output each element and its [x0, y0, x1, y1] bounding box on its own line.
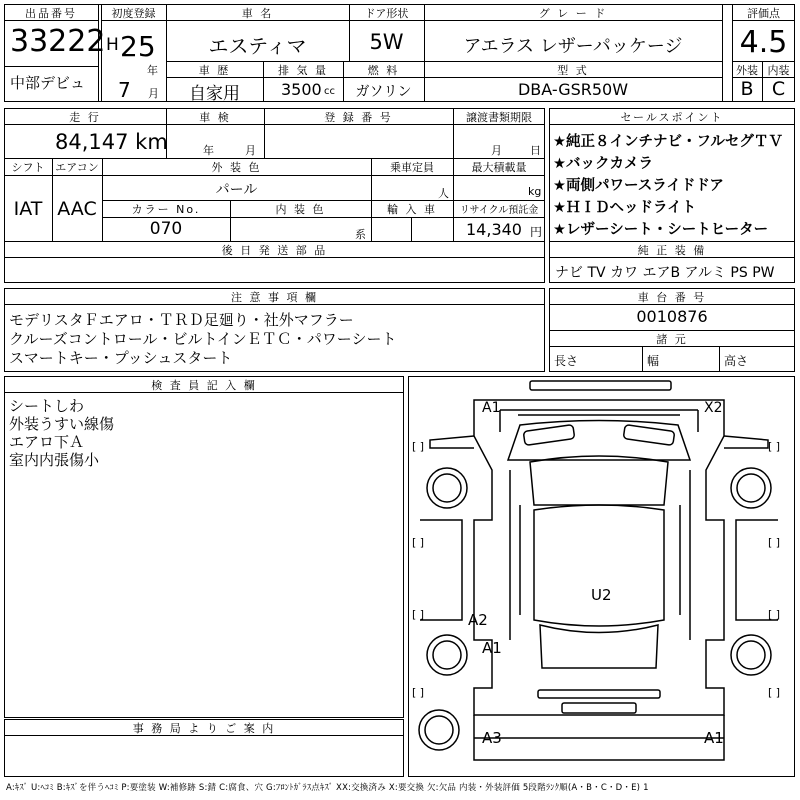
import-label: 輸 入 車: [387, 203, 437, 216]
equipment-label: 純 正 装 備: [637, 244, 707, 257]
note-line: クルーズコントロール・ビルトインＥＴＣ・パワーシート: [9, 330, 397, 348]
color-number-label: カラー No.: [131, 203, 201, 216]
displacement-label: 排 気 量: [278, 64, 328, 77]
color-number: 070: [149, 219, 183, 239]
chassis-number: 0010876: [636, 307, 708, 326]
inspector-line: シートしわ: [9, 397, 85, 415]
registration-month: 7: [118, 78, 131, 102]
exterior-label: 外装: [736, 64, 758, 77]
inspection-year: 年: [203, 144, 214, 157]
score-label: 評価点: [747, 7, 780, 20]
bracket-mark: [ ]: [768, 608, 781, 621]
aircon: AAC: [57, 198, 97, 220]
shift-label: シフト: [11, 161, 45, 174]
recycle-label: リサイクル預託金: [459, 205, 539, 216]
interior-color-unit: 系: [355, 228, 366, 241]
registration-number-label: 登 録 番 号: [324, 111, 393, 124]
displacement: 3500: [281, 80, 322, 99]
mileage-label: 走 行: [69, 111, 101, 124]
damage-mark-front-right: X2: [704, 400, 723, 416]
inspector-line: エアロ下Ａ: [9, 433, 85, 451]
chassis-number-label: 車 台 番 号: [637, 291, 707, 304]
interior-grade: C: [771, 78, 786, 100]
shift: IAT: [13, 198, 43, 220]
month-unit: 月: [148, 87, 159, 100]
exterior-color-label: 外 装 色: [211, 161, 262, 174]
fuel: ガソリン: [355, 84, 412, 100]
bracket-mark: [ ]: [412, 686, 425, 699]
score: 4.5: [739, 25, 788, 60]
capacity-unit: 人: [438, 187, 449, 200]
later-parts-label: 後 日 発 送 部 品: [221, 244, 328, 257]
transfer-day: 日: [530, 144, 541, 157]
sales-point: ★両側パワースライドドア: [553, 178, 724, 194]
history: 自家用: [189, 84, 240, 104]
lot-number: 33222: [10, 24, 106, 59]
notes-label: 注 意 事 項 欄: [231, 291, 318, 304]
length-label: 長さ: [554, 354, 579, 368]
equipment: ナビ TV カワ エアB アルミ PS PW: [555, 265, 775, 281]
sales-points-label: セールスポイント: [620, 111, 724, 124]
bracket-mark: [ ]: [768, 536, 781, 549]
inspector-line: 室内内張傷小: [9, 451, 100, 469]
debut-label: 中部デビュ: [10, 74, 86, 92]
legend-text: A:ｷｽﾞ U:ﾍｺﾐ B:ｷｽﾞを伴うﾍｺﾐ P:要塗装 W:補修跡 S:錆 C:腐食、穴 G:ﾌﾛﾝﾄｶﾞﾗｽ点ｷｽﾞ XX:交換済み X:要交換 欠:欠品 内装・外装評価 5段階ﾗﾝｸ順(A・B・C・D・E) 1: [6, 783, 649, 793]
damage-mark-rear-bumper-right: A1: [704, 729, 724, 747]
max-load-unit: kg: [528, 185, 542, 198]
damage-mark-rear-bumper-left: A3: [482, 729, 502, 747]
exterior-color: パール: [215, 182, 258, 198]
year-unit: 年: [147, 64, 158, 77]
exterior-grade: B: [740, 78, 754, 100]
transfer-deadline-label: 譲渡書類期限: [466, 111, 532, 124]
grade-label: グ レ ー ド: [538, 7, 608, 20]
sales-point: ★ＨＩＤヘッドライト: [553, 200, 697, 216]
mileage: 84,147 km: [55, 130, 168, 154]
model-code: DBA-GSR50W: [517, 80, 629, 99]
bracket-mark: [ ]: [412, 536, 425, 549]
registration-year: 25: [120, 30, 156, 63]
bracket-mark: [ ]: [412, 608, 425, 621]
aircon-label: エアコン: [55, 161, 99, 174]
sales-point: ★バックカメラ: [553, 156, 653, 172]
lot-number-label: 出品番号: [25, 7, 77, 20]
first-registration-label: 初度登録: [111, 7, 156, 20]
interior-label: 内装: [767, 64, 790, 77]
sales-point: ★レザーシート・シートヒーター: [553, 222, 769, 238]
damage-mark-roof: U2: [591, 586, 612, 604]
sales-point: ★純正８インチナビ・フルセグＴＶ: [553, 134, 783, 150]
height-label: 高さ: [724, 354, 749, 368]
note-line: モデリスタＦエアロ・ＴＲＤ足廻り・社外マフラー: [9, 311, 354, 329]
grade: アエラス レザーパッケージ: [463, 36, 683, 57]
inspection-label: 車 検: [199, 111, 231, 124]
car-name: エスティマ: [208, 34, 307, 58]
model-label: 型 式: [557, 64, 589, 77]
damage-mark-front-left: A1: [482, 400, 501, 416]
door-label: ドア形状: [364, 7, 409, 20]
recycle-deposit: 14,340: [466, 220, 522, 239]
width-label: 幅: [647, 354, 660, 368]
bracket-mark: [ ]: [412, 440, 425, 453]
displacement-unit: cc: [324, 86, 335, 97]
inspection-month: 月: [245, 144, 256, 157]
note-line: スマートキー・プッシュスタート: [9, 349, 233, 367]
door-type: 5W: [369, 30, 404, 54]
history-label: 車 歴: [198, 64, 231, 77]
office-label: 事 務 局 よ り ご 案 内: [132, 722, 276, 735]
bracket-mark: [ ]: [768, 686, 781, 699]
fuel-label: 燃 料: [367, 64, 400, 77]
inspector-label: 検 査 員 記 入 欄: [151, 379, 257, 392]
bracket-mark: [ ]: [768, 440, 781, 453]
dimensions-label: 諸 元: [656, 333, 688, 346]
capacity-label: 乗車定員: [390, 161, 434, 174]
car-name-label: 車 名: [241, 7, 274, 20]
inspector-line: 外装うすい線傷: [9, 415, 115, 433]
damage-mark-rear-side: A2: [468, 611, 488, 629]
max-load-label: 最大積載量: [471, 161, 527, 174]
damage-mark-rear-left: A1: [482, 639, 502, 657]
era: H: [106, 35, 119, 55]
recycle-unit: 円: [530, 225, 543, 239]
transfer-month: 月: [491, 144, 502, 157]
interior-color-label: 内 装 色: [275, 203, 326, 216]
